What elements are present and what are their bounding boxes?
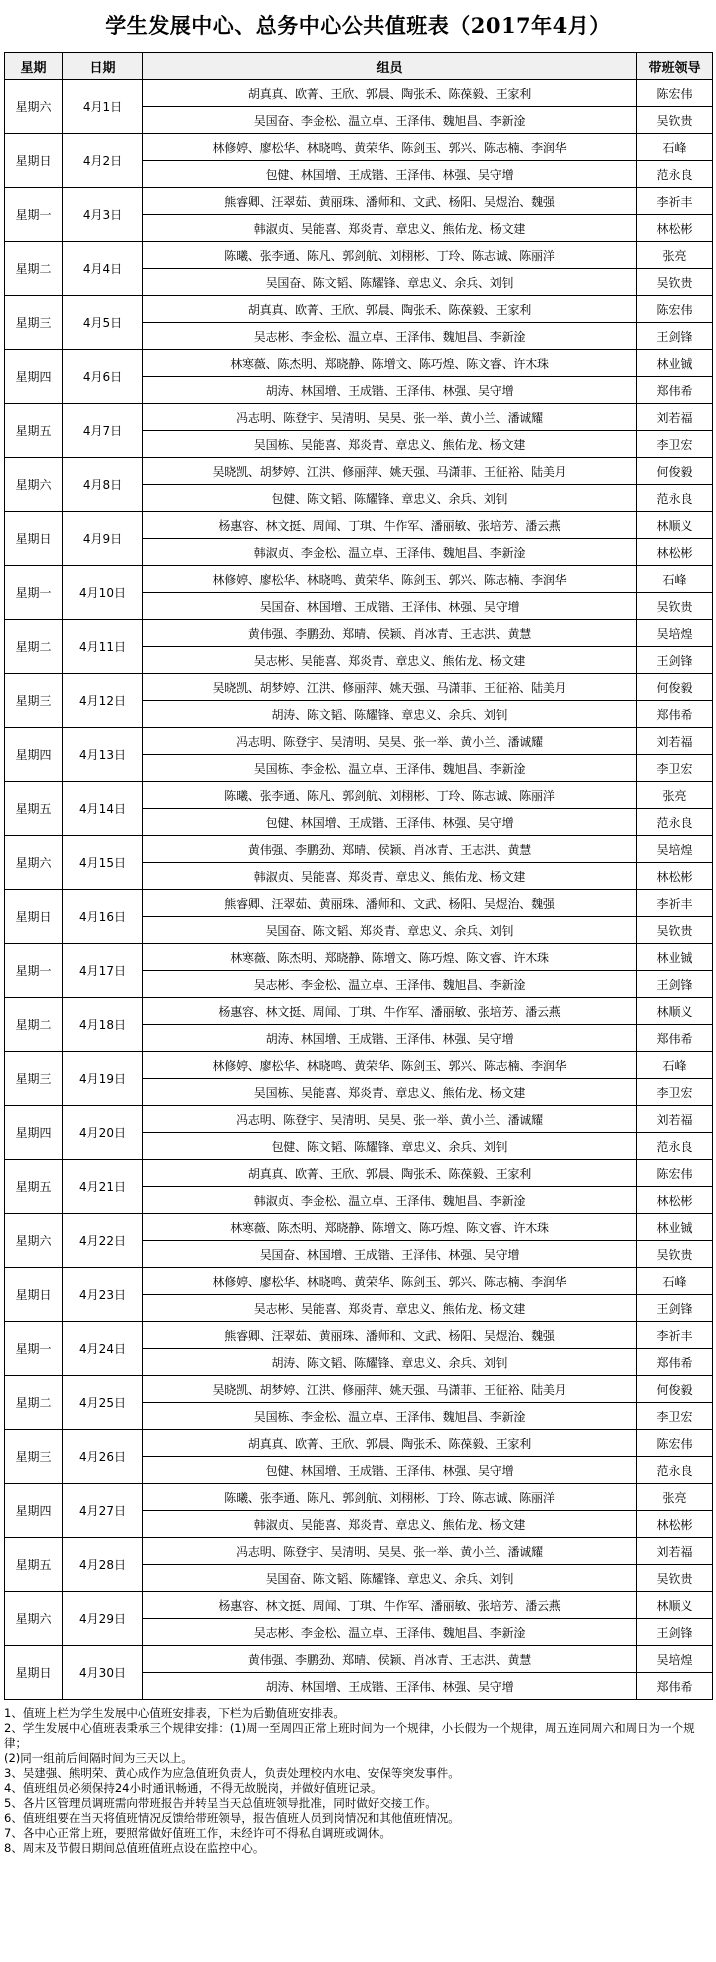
- leader-cell: 石峰: [637, 1052, 713, 1079]
- notes-section: [4, 1706, 712, 1856]
- weekday-cell: 星期二: [5, 998, 63, 1052]
- members-cell: 韩淑贞、吴能喜、郑炎青、章忠义、熊佑龙、杨文建: [143, 1511, 637, 1538]
- table-row: [5, 350, 713, 377]
- leader-cell: 吴钦贵: [637, 1565, 713, 1592]
- note-line: 7、各中心正常上班，要照常做好值班工作，未经许可不得私自调班或调休。: [4, 1826, 391, 1840]
- members-cell: 林寒薇、陈杰明、郑晓静、陈增文、陈巧煌、陈文睿、许木珠: [143, 944, 637, 971]
- members-cell: 熊睿卿、汪翠茹、黄丽珠、潘师和、文武、杨阳、吴煜治、魏强: [143, 1322, 637, 1349]
- members-cell: 吴国栋、吴能喜、郑炎青、章忠义、熊佑龙、杨文建: [143, 1079, 637, 1106]
- weekday-cell: 星期五: [5, 782, 63, 836]
- members-cell: 包健、林国增、王成锴、王泽伟、林强、吴守增: [143, 1457, 637, 1484]
- weekday-cell: 星期三: [5, 1052, 63, 1106]
- table-row: [5, 1322, 713, 1349]
- leader-cell: 王剑锋: [637, 1295, 713, 1322]
- date-cell: 4月30日: [63, 1646, 143, 1700]
- date-cell: 4月29日: [63, 1592, 143, 1646]
- date-cell: 4月28日: [63, 1538, 143, 1592]
- leader-cell: 刘若福: [637, 1106, 713, 1133]
- table-row: [5, 944, 713, 971]
- leader-cell: 林业铖: [637, 1214, 713, 1241]
- duty-table: [4, 52, 713, 1700]
- table-row: [5, 1160, 713, 1187]
- date-cell: 4月8日: [63, 458, 143, 512]
- table-row: [5, 1646, 713, 1673]
- leader-cell: 陈宏伟: [637, 296, 713, 323]
- leader-cell: 范永良: [637, 161, 713, 188]
- members-cell: 吴志彬、李金松、温立卓、王泽伟、魏旭昌、李新淦: [143, 323, 637, 350]
- table-row: [5, 998, 713, 1025]
- members-cell: 黄伟强、李鹏劲、郑晴、侯颖、肖冰青、王志洪、黄慧: [143, 620, 637, 647]
- weekday-cell: 星期日: [5, 512, 63, 566]
- members-cell: 杨惠容、林文挺、周闻、丁琪、牛作军、潘丽敏、张培芳、潘云燕: [143, 1592, 637, 1619]
- members-cell: 陈曦、张李通、陈凡、郭剑航、刘栩彬、丁玲、陈志诚、陈丽洋: [143, 782, 637, 809]
- members-cell: 冯志明、陈登宇、吴清明、吴昊、张一举、黄小兰、潘诚耀: [143, 1106, 637, 1133]
- members-cell: 林修婷、廖松华、林晓鸣、黄荣华、陈剑玉、郭兴、陈志楠、李润华: [143, 1268, 637, 1295]
- leader-cell: 林顺义: [637, 512, 713, 539]
- members-cell: 胡真真、欧菁、王欣、郭晨、陶张禾、陈葆毅、王家利: [143, 1160, 637, 1187]
- weekday-cell: 星期六: [5, 836, 63, 890]
- leader-cell: 石峰: [637, 1268, 713, 1295]
- table-row: [5, 296, 713, 323]
- leader-cell: 何俊毅: [637, 458, 713, 485]
- leader-cell: 吴钦贵: [637, 593, 713, 620]
- table-row: [5, 1052, 713, 1079]
- table-row: [5, 242, 713, 269]
- weekday-cell: 星期四: [5, 1106, 63, 1160]
- members-cell: 林寒薇、陈杰明、郑晓静、陈增文、陈巧煌、陈文睿、许木珠: [143, 1214, 637, 1241]
- leader-cell: 李祈丰: [637, 890, 713, 917]
- weekday-cell: 星期六: [5, 80, 63, 134]
- weekday-cell: 星期五: [5, 1160, 63, 1214]
- date-cell: 4月2日: [63, 134, 143, 188]
- leader-cell: 张亮: [637, 782, 713, 809]
- members-cell: 黄伟强、李鹏劲、郑晴、侯颖、肖冰青、王志洪、黄慧: [143, 1646, 637, 1673]
- leader-cell: 刘若福: [637, 728, 713, 755]
- date-cell: 4月4日: [63, 242, 143, 296]
- date-cell: 4月27日: [63, 1484, 143, 1538]
- weekday-cell: 星期二: [5, 620, 63, 674]
- members-cell: 黄伟强、李鹏劲、郑晴、侯颖、肖冰青、王志洪、黄慧: [143, 836, 637, 863]
- members-cell: 胡涛、陈文韬、陈耀锋、章忠义、余兵、刘钊: [143, 701, 637, 728]
- leader-cell: 林顺义: [637, 1592, 713, 1619]
- members-cell: 包健、林国增、王成锴、王泽伟、林强、吴守增: [143, 161, 637, 188]
- date-cell: 4月9日: [63, 512, 143, 566]
- note-line: 4、值班组员必须保持24小时通讯畅通，不得无故脱岗，并做好值班记录。: [4, 1781, 383, 1795]
- weekday-cell: 星期日: [5, 134, 63, 188]
- weekday-cell: 星期日: [5, 1268, 63, 1322]
- leader-cell: 何俊毅: [637, 674, 713, 701]
- members-cell: 陈曦、张李通、陈凡、郭剑航、刘栩彬、丁玲、陈志诚、陈丽洋: [143, 1484, 637, 1511]
- members-cell: 吴志彬、李金松、温立卓、王泽伟、魏旭昌、李新淦: [143, 1619, 637, 1646]
- table-row: [5, 728, 713, 755]
- leader-cell: 范永良: [637, 1457, 713, 1484]
- leader-cell: 范永良: [637, 809, 713, 836]
- leader-cell: 王剑锋: [637, 971, 713, 998]
- leader-cell: 林松彬: [637, 215, 713, 242]
- table-row: [5, 404, 713, 431]
- members-cell: 熊睿卿、汪翠茹、黄丽珠、潘师和、文武、杨阳、吴煜治、魏强: [143, 890, 637, 917]
- members-cell: 韩淑贞、吴能喜、郑炎青、章忠义、熊佑龙、杨文建: [143, 215, 637, 242]
- table-row: [5, 890, 713, 917]
- table-row: [5, 674, 713, 701]
- leader-cell: 李卫宏: [637, 1079, 713, 1106]
- table-row: [5, 1376, 713, 1403]
- leader-cell: 李祈丰: [637, 188, 713, 215]
- weekday-cell: 星期五: [5, 1538, 63, 1592]
- members-cell: 吴国奋、陈文韬、陈耀锋、章忠义、余兵、刘钊: [143, 1565, 637, 1592]
- members-cell: 冯志明、陈登宇、吴清明、吴昊、张一举、黄小兰、潘诚耀: [143, 404, 637, 431]
- table-row: [5, 458, 713, 485]
- table-row: [5, 188, 713, 215]
- table-row: [5, 620, 713, 647]
- note-line: (2)同一组前后间隔时间为三天以上。: [4, 1751, 193, 1765]
- note-line: 3、吴建强、熊明荣、黄心成作为应急值班负责人，负责处理校内水电、安保等突发事件。: [4, 1766, 460, 1780]
- leader-cell: 李卫宏: [637, 755, 713, 782]
- members-cell: 吴晓凯、胡梦婷、江洪、修丽萍、姚天强、马潇菲、王征裕、陆美月: [143, 458, 637, 485]
- leader-cell: 张亮: [637, 1484, 713, 1511]
- table-row: [5, 1214, 713, 1241]
- leader-cell: 吴钦贵: [637, 269, 713, 296]
- note-line: 2、学生发展中心值班表秉承三个规律安排：(1)周一至周四正常上班时间为一个规律，小长假为一个规律，周五连同周六和周日为一个规律；: [4, 1721, 695, 1750]
- members-cell: 吴国奋、陈文韬、郑炎青、章忠义、余兵、刘钊: [143, 917, 637, 944]
- weekday-cell: 星期一: [5, 566, 63, 620]
- leader-cell: 范永良: [637, 1133, 713, 1160]
- members-cell: 吴国栋、吴能喜、郑炎青、章忠义、熊佑龙、杨文建: [143, 431, 637, 458]
- date-cell: 4月5日: [63, 296, 143, 350]
- members-cell: 林修婷、廖松华、林晓鸣、黄荣华、陈剑玉、郭兴、陈志楠、李润华: [143, 566, 637, 593]
- members-cell: 冯志明、陈登宇、吴清明、吴昊、张一举、黄小兰、潘诚耀: [143, 728, 637, 755]
- leader-cell: 林松彬: [637, 1187, 713, 1214]
- weekday-cell: 星期日: [5, 1646, 63, 1700]
- leader-cell: 林顺义: [637, 998, 713, 1025]
- date-cell: 4月7日: [63, 404, 143, 458]
- leader-cell: 郑伟希: [637, 1349, 713, 1376]
- date-cell: 4月21日: [63, 1160, 143, 1214]
- leader-cell: 林业铖: [637, 944, 713, 971]
- leader-cell: 李卫宏: [637, 1403, 713, 1430]
- members-cell: 林修婷、廖松华、林晓鸣、黄荣华、陈剑玉、郭兴、陈志楠、李润华: [143, 134, 637, 161]
- table-row: [5, 1430, 713, 1457]
- header-weekday: 星期: [5, 53, 63, 80]
- table-row: [5, 1592, 713, 1619]
- date-cell: 4月24日: [63, 1322, 143, 1376]
- leader-cell: 林松彬: [637, 863, 713, 890]
- members-cell: 胡涛、林国增、王成锴、王泽伟、林强、吴守增: [143, 1673, 637, 1700]
- members-cell: 吴志彬、吴能喜、郑炎青、章忠义、熊佑龙、杨文建: [143, 647, 637, 674]
- table-header-row: [5, 53, 713, 80]
- leader-cell: 郑伟希: [637, 377, 713, 404]
- leader-cell: 郑伟希: [637, 1673, 713, 1700]
- leader-cell: 林松彬: [637, 1511, 713, 1538]
- weekday-cell: 星期四: [5, 728, 63, 782]
- table-row: [5, 134, 713, 161]
- table-row: [5, 512, 713, 539]
- leader-cell: 吴钦贵: [637, 1241, 713, 1268]
- members-cell: 韩淑贞、吴能喜、郑炎青、章忠义、熊佑龙、杨文建: [143, 863, 637, 890]
- leader-cell: 刘若福: [637, 1538, 713, 1565]
- members-cell: 吴国奋、林国增、王成锴、王泽伟、林强、吴守增: [143, 593, 637, 620]
- weekday-cell: 星期一: [5, 188, 63, 242]
- members-cell: 包健、陈文韬、陈耀锋、章忠义、余兵、刘钊: [143, 1133, 637, 1160]
- leader-cell: 李卫宏: [637, 431, 713, 458]
- weekday-cell: 星期五: [5, 404, 63, 458]
- note-line: 8、周末及节假日期间总值班值班点设在监控中心。: [4, 1841, 265, 1855]
- members-cell: 胡涛、陈文韬、陈耀锋、章忠义、余兵、刘钊: [143, 1349, 637, 1376]
- weekday-cell: 星期三: [5, 674, 63, 728]
- leader-cell: 林业铖: [637, 350, 713, 377]
- leader-cell: 张亮: [637, 242, 713, 269]
- date-cell: 4月11日: [63, 620, 143, 674]
- members-cell: 杨惠容、林文挺、周闻、丁琪、牛作军、潘丽敏、张培芳、潘云燕: [143, 998, 637, 1025]
- members-cell: 吴晓凯、胡梦婷、江洪、修丽萍、姚天强、马潇菲、王征裕、陆美月: [143, 1376, 637, 1403]
- date-cell: 4月13日: [63, 728, 143, 782]
- leader-cell: 刘若福: [637, 404, 713, 431]
- date-cell: 4月12日: [63, 674, 143, 728]
- members-cell: 胡真真、欧菁、王欣、郭晨、陶张禾、陈葆毅、王家利: [143, 1430, 637, 1457]
- leader-cell: 吴培煌: [637, 1646, 713, 1673]
- members-cell: 林修婷、廖松华、林晓鸣、黄荣华、陈剑玉、郭兴、陈志楠、李润华: [143, 1052, 637, 1079]
- members-cell: 冯志明、陈登宇、吴清明、吴昊、张一举、黄小兰、潘诚耀: [143, 1538, 637, 1565]
- note-line: 6、值班组要在当天将值班情况反馈给带班领导，报告值班人员到岗情况和其他值班情况。: [4, 1811, 460, 1825]
- members-cell: 吴国奋、林国增、王成锴、王泽伟、林强、吴守增: [143, 1241, 637, 1268]
- table-row: [5, 1268, 713, 1295]
- date-cell: 4月25日: [63, 1376, 143, 1430]
- members-cell: 吴国栋、李金松、温立卓、王泽伟、魏旭昌、李新淦: [143, 1403, 637, 1430]
- weekday-cell: 星期二: [5, 1376, 63, 1430]
- leader-cell: 王剑锋: [637, 647, 713, 674]
- note-line: 5、各片区管理员调班需向带班报告并转呈当天总值班领导批准，同时做好交接工作。: [4, 1796, 437, 1810]
- table-row: [5, 1538, 713, 1565]
- members-cell: 吴国栋、李金松、温立卓、王泽伟、魏旭昌、李新淦: [143, 755, 637, 782]
- note-line: 1、值班上栏为学生发展中心值班安排表，下栏为后勤值班安排表。: [4, 1706, 345, 1720]
- date-cell: 4月17日: [63, 944, 143, 998]
- header-date: 日期: [63, 53, 143, 80]
- date-cell: 4月16日: [63, 890, 143, 944]
- table-row: [5, 1106, 713, 1133]
- leader-cell: 陈宏伟: [637, 1160, 713, 1187]
- weekday-cell: 星期四: [5, 350, 63, 404]
- date-cell: 4月1日: [63, 80, 143, 134]
- weekday-cell: 星期四: [5, 1484, 63, 1538]
- members-cell: 吴志彬、吴能喜、郑炎青、章忠义、熊佑龙、杨文建: [143, 1295, 637, 1322]
- header-leader: 带班领导: [637, 53, 713, 80]
- leader-cell: 何俊毅: [637, 1376, 713, 1403]
- members-cell: 包健、林国增、王成锴、王泽伟、林强、吴守增: [143, 809, 637, 836]
- date-cell: 4月19日: [63, 1052, 143, 1106]
- weekday-cell: 星期一: [5, 1322, 63, 1376]
- table-row: [5, 80, 713, 107]
- date-cell: 4月3日: [63, 188, 143, 242]
- weekday-cell: 星期六: [5, 458, 63, 512]
- header-members: 组员: [143, 53, 637, 80]
- leader-cell: 吴钦贵: [637, 917, 713, 944]
- weekday-cell: 星期二: [5, 242, 63, 296]
- members-cell: 胡涛、林国增、王成锴、王泽伟、林强、吴守增: [143, 1025, 637, 1052]
- leader-cell: 王剑锋: [637, 323, 713, 350]
- date-cell: 4月23日: [63, 1268, 143, 1322]
- weekday-cell: 星期三: [5, 1430, 63, 1484]
- date-cell: 4月20日: [63, 1106, 143, 1160]
- members-cell: 吴国奋、李金松、温立卓、王泽伟、魏旭昌、李新淦: [143, 107, 637, 134]
- leader-cell: 郑伟希: [637, 1025, 713, 1052]
- members-cell: 吴晓凯、胡梦婷、江洪、修丽萍、姚天强、马潇菲、王征裕、陆美月: [143, 674, 637, 701]
- members-cell: 熊睿卿、汪翠茹、黄丽珠、潘师和、文武、杨阳、吴煜治、魏强: [143, 188, 637, 215]
- page-title: 学生发展中心、总务中心公共值班表（2017年4月）: [105, 13, 611, 38]
- members-cell: 韩淑贞、李金松、温立卓、王泽伟、魏旭昌、李新淦: [143, 539, 637, 566]
- weekday-cell: 星期三: [5, 296, 63, 350]
- members-cell: 陈曦、张李通、陈凡、郭剑航、刘栩彬、丁玲、陈志诚、陈丽洋: [143, 242, 637, 269]
- table-row: [5, 566, 713, 593]
- date-cell: 4月14日: [63, 782, 143, 836]
- members-cell: 胡真真、欧菁、王欣、郭晨、陶张禾、陈葆毅、王家利: [143, 296, 637, 323]
- leader-cell: 范永良: [637, 485, 713, 512]
- date-cell: 4月18日: [63, 998, 143, 1052]
- weekday-cell: 星期六: [5, 1592, 63, 1646]
- members-cell: 林寒薇、陈杰明、郑晓静、陈增文、陈巧煌、陈文睿、许木珠: [143, 350, 637, 377]
- table-row: [5, 836, 713, 863]
- table-row: [5, 1484, 713, 1511]
- date-cell: 4月22日: [63, 1214, 143, 1268]
- duty-table-body: [5, 80, 713, 1700]
- date-cell: 4月26日: [63, 1430, 143, 1484]
- weekday-cell: 星期六: [5, 1214, 63, 1268]
- date-cell: 4月10日: [63, 566, 143, 620]
- members-cell: 胡涛、林国增、王成锴、王泽伟、林强、吴守增: [143, 377, 637, 404]
- members-cell: 吴志彬、李金松、温立卓、王泽伟、魏旭昌、李新淦: [143, 971, 637, 998]
- leader-cell: 陈宏伟: [637, 80, 713, 107]
- leader-cell: 王剑锋: [637, 1619, 713, 1646]
- leader-cell: 吴培煌: [637, 620, 713, 647]
- leader-cell: 石峰: [637, 566, 713, 593]
- leader-cell: 李祈丰: [637, 1322, 713, 1349]
- leader-cell: 林松彬: [637, 539, 713, 566]
- date-cell: 4月15日: [63, 836, 143, 890]
- members-cell: 胡真真、欧菁、王欣、郭晨、陶张禾、陈葆毅、王家利: [143, 80, 637, 107]
- leader-cell: 吴钦贵: [637, 107, 713, 134]
- leader-cell: 石峰: [637, 134, 713, 161]
- leader-cell: 吴培煌: [637, 836, 713, 863]
- members-cell: 杨惠容、林文挺、周闻、丁琪、牛作军、潘丽敏、张培芳、潘云燕: [143, 512, 637, 539]
- leader-cell: 陈宏伟: [637, 1430, 713, 1457]
- leader-cell: 郑伟希: [637, 701, 713, 728]
- members-cell: 韩淑贞、李金松、温立卓、王泽伟、魏旭昌、李新淦: [143, 1187, 637, 1214]
- weekday-cell: 星期一: [5, 944, 63, 998]
- members-cell: 包健、陈文韬、陈耀锋、章忠义、余兵、刘钊: [143, 485, 637, 512]
- date-cell: 4月6日: [63, 350, 143, 404]
- members-cell: 吴国奋、陈文韬、陈耀锋、章忠义、余兵、刘钊: [143, 269, 637, 296]
- table-row: [5, 782, 713, 809]
- weekday-cell: 星期日: [5, 890, 63, 944]
